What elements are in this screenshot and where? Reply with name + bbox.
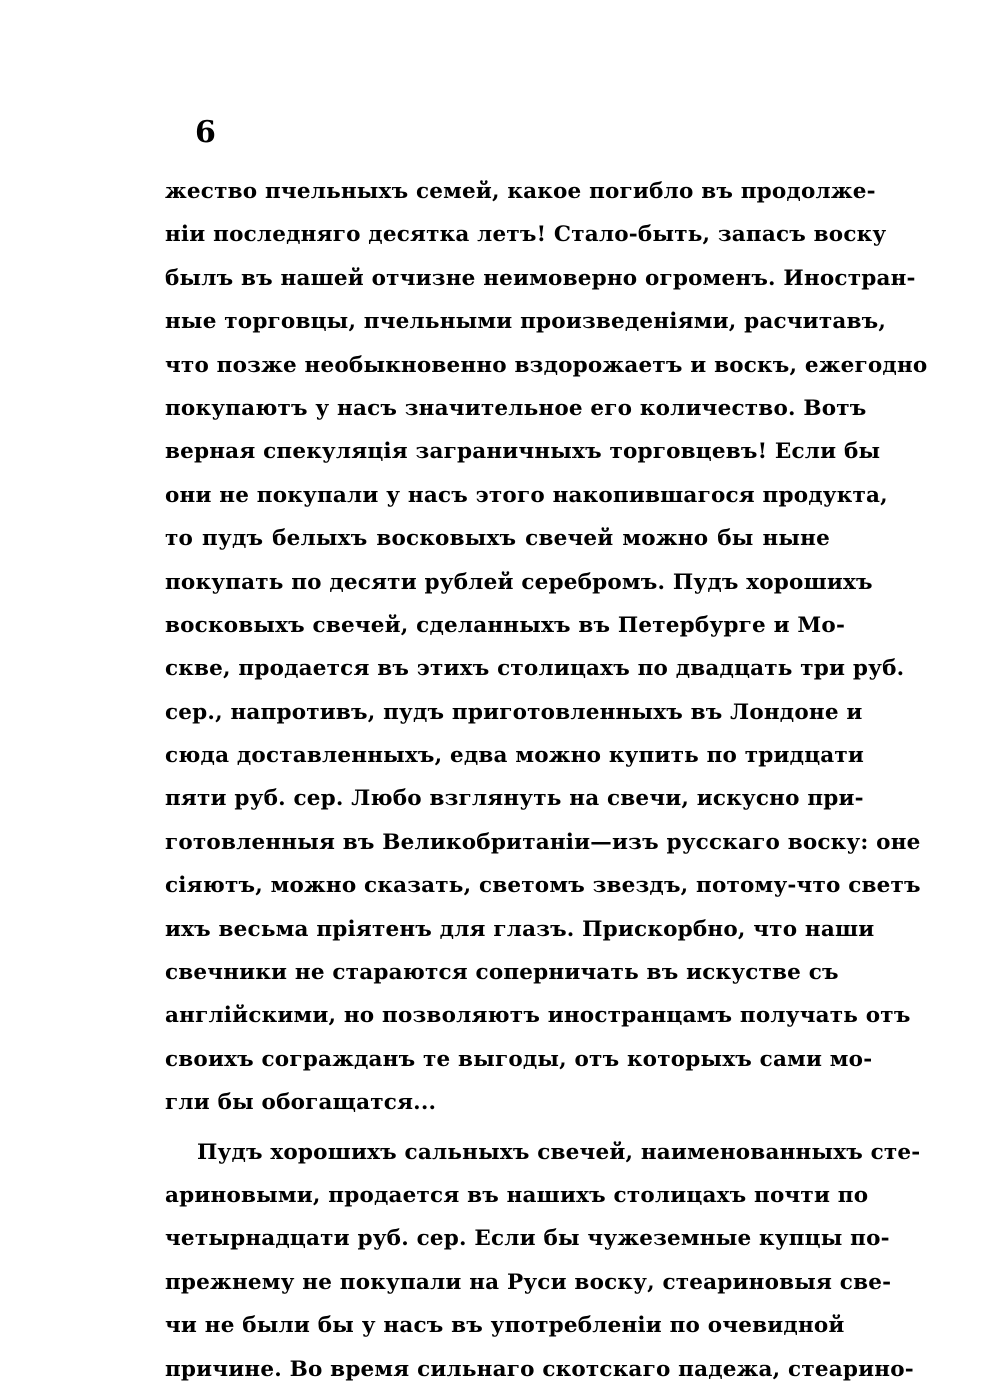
text-line: покупаютъ у насъ значительное его количество. Вотъ [165, 395, 867, 421]
text-line: четырнадцати руб. сер. Если бы чужеземные купцы по- [165, 1226, 890, 1252]
text-line: Пудъ хорошихъ сальныхъ свечей, наименованныхъ сте- [197, 1139, 921, 1165]
text-line: былъ въ нашей отчизне неимоверно огроменъ. Иностран- [165, 265, 916, 291]
text-line: чи не были бы у насъ въ употребленiи по очевидной [165, 1313, 845, 1339]
text-line: своихъ согражданъ те выгоды, отъ которыхъ сами мо- [165, 1046, 873, 1072]
text-line: свечники не стараются соперничать въ искустве съ [165, 960, 839, 986]
text-line: скве, продается въ этихъ столицахъ по двадцать три руб. [165, 656, 905, 682]
paragraph-1 [165, 170, 928, 1125]
text-line: прежнему не покупали на Руси воску, стеариновыя све- [165, 1269, 892, 1295]
text-line: верная спекуляцiя заграничныхъ торговцевъ! Если бы [165, 439, 881, 465]
text-line: жество пчельныхъ семей, какое погибло въ продолже- [165, 179, 876, 204]
text-line: гли бы обогащатся... [165, 1090, 437, 1116]
paragraph-2 [165, 1131, 921, 1391]
text-line: что позже необыкновенно вздорожаетъ и воскъ, ежегодно [165, 352, 928, 378]
body-text [165, 170, 928, 1391]
text-line: восковыхъ свечей, сделанныхъ въ Петербурге и Мо- [165, 612, 846, 638]
text-line: готовленныя въ Великобританiи—изъ русскаго воску: оне [165, 829, 921, 855]
text-line: сюда доставленныхъ, едва можно купить по тридцати [165, 743, 865, 769]
text-line: нiи последняго десятка летъ! Стало-быть, запасъ воску [165, 222, 887, 248]
page-number: 6 [195, 115, 216, 150]
text-line: они не покупали у насъ этого накопившагося продукта, [165, 482, 888, 508]
text-line: сiяютъ, можно сказать, светомъ звездъ, потому-что светъ [165, 873, 921, 899]
text-line: причине. Во время сильнаго скотскаго падежа, стеарино- [165, 1356, 914, 1382]
text-line: англiйскими, но позволяютъ иностранцамъ получать отъ [165, 1003, 911, 1029]
text-line: то пудъ белыхъ восковыхъ свечей можно бы ныне [165, 526, 830, 552]
text-line: пяти руб. сер. Любо взглянуть на свечи, искусно при- [165, 786, 864, 812]
text-line: сер., напротивъ, пудъ приготовленныхъ въ Лондоне и [165, 699, 863, 725]
text-line: ные торговцы, пчельными произведенiями, расчитавъ, [165, 309, 887, 335]
text-line: ариновыми, продается въ нашихъ столицахъ почти по [165, 1182, 869, 1208]
text-line: ихъ весьма прiятенъ для глазъ. Прискорбно, что наши [165, 916, 875, 942]
text-line: покупать по десяти рублей серебромъ. Пудъ хорошихъ [165, 569, 873, 595]
